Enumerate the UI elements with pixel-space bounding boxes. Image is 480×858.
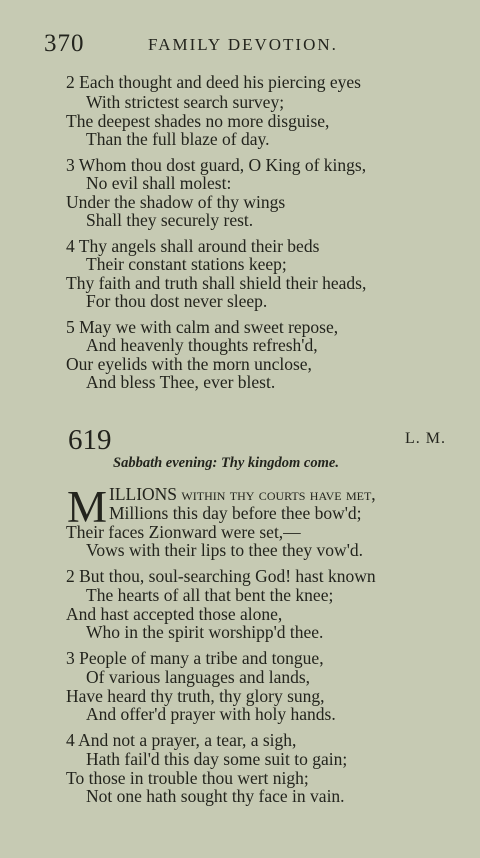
verse-line: 2 But thou, soul-searching God! hast known xyxy=(66,566,376,586)
verse-line: And offer'd prayer with holy hands. xyxy=(86,704,336,724)
verse-line: Than the full blaze of day. xyxy=(86,129,270,149)
page-header xyxy=(44,30,450,60)
page-number: 370 xyxy=(44,30,85,57)
hymn-meter: L. M. xyxy=(405,430,446,447)
verse-line: ILLIONS within thy courts have met, xyxy=(109,484,376,504)
verse-line: The deepest shades no more disguise, xyxy=(66,111,330,131)
verse-line: Millions this day before thee bow'd; xyxy=(109,503,362,523)
verse-line: And bless Thee, ever blest. xyxy=(86,372,276,392)
verse-line: Of various languages and lands, xyxy=(86,667,311,687)
verse-line: 3 Whom thou dost guard, O King of kings, xyxy=(66,155,367,175)
verse-line: To those in trouble thou wert nigh; xyxy=(66,768,309,788)
verse-line: Their constant stations keep; xyxy=(86,254,287,274)
verse-line: For thou dost never sleep. xyxy=(86,291,268,311)
verse-line: Thy faith and truth shall shield their heads, xyxy=(66,273,367,293)
verse-line: 5 May we with calm and sweet repose, xyxy=(66,317,339,337)
verse-line: Vows with their lips to thee they vow'd. xyxy=(86,540,363,560)
verse-line: And heavenly thoughts refresh'd, xyxy=(86,335,318,355)
verse-line: Under the shadow of thy wings xyxy=(66,192,286,212)
hymn-subtitle: Sabbath evening: Thy kingdom come. xyxy=(113,455,339,471)
verse-line: Our eyelids with the morn unclose, xyxy=(66,354,312,374)
verse-line: And hast accepted those alone, xyxy=(66,604,283,624)
verse-line: Shall they securely rest. xyxy=(86,210,254,230)
verse-line: Their faces Zionward were set,— xyxy=(66,522,301,542)
verse-line: 4 And not a prayer, a tear, a sigh, xyxy=(66,730,297,750)
verse-line: 3 People of many a tribe and tongue, xyxy=(66,648,324,668)
verse-line: Hath fail'd this day some suit to gain; xyxy=(86,749,348,769)
verse-line: Not one hath sought thy face in vain. xyxy=(86,786,345,806)
verse-line: The hearts of all that bent the knee; xyxy=(86,585,334,605)
verse-line: Have heard thy truth, thy glory sung, xyxy=(66,686,325,706)
verse-line: Who in the spirit worshipp'd thee. xyxy=(86,622,324,642)
verse-line: With strictest search survey; xyxy=(86,92,285,112)
verse-line: 4 Thy angels shall around their beds xyxy=(66,236,320,256)
verse-line: 2 Each thought and deed his piercing eyes xyxy=(66,72,361,92)
verse-line: No evil shall molest: xyxy=(86,173,232,193)
drop-cap: M xyxy=(67,482,108,532)
hymn-number: 619 xyxy=(68,424,112,456)
running-title: FAMILY DEVOTION. xyxy=(148,35,338,54)
